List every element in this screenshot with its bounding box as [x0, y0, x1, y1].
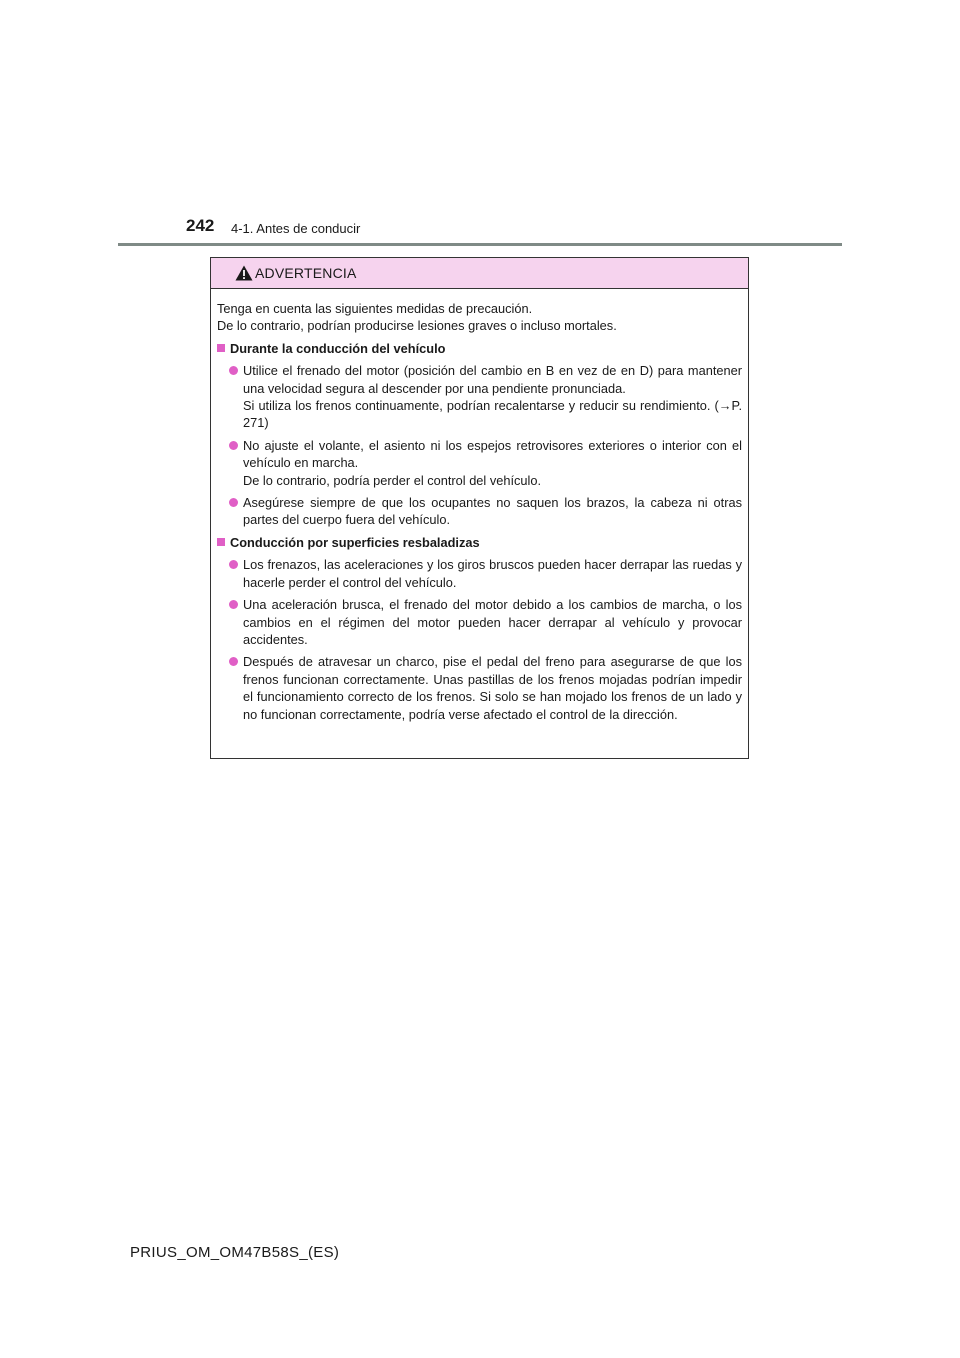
- circle-bullet-icon: [229, 600, 238, 609]
- warning-box: [210, 257, 749, 759]
- intro-line: De lo contrario, podrían producirse lesiones graves o incluso mortales.: [217, 318, 617, 334]
- item-paragraph: Los frenazos, las aceleraciones y los giros bruscos pueden hacer derrapar las ruedas y hacerle perder el control del vehículo.: [243, 557, 742, 590]
- warning-title: ADVERTENCIA: [255, 265, 357, 281]
- square-bullet-icon: [217, 538, 225, 546]
- item-paragraph: Asegúrese siempre de que los ocupantes no saquen los brazos, la cabeza ni otras partes del cuerpo fuera del vehículo.: [243, 495, 742, 528]
- item-paragraph: No ajuste el volante, el asiento ni los espejos retrovisores exteriores o interior con el vehículo en marcha.: [243, 437, 742, 471]
- list-item: [217, 653, 742, 723]
- page-number: 242: [186, 216, 215, 235]
- section-heading: [217, 534, 742, 551]
- warning-triangle-icon: [235, 265, 253, 281]
- circle-bullet-icon: [229, 366, 238, 375]
- item-paragraph: Si utiliza los frenos continuamente, podrían recalentarse y reducir su rendimiento. (→P. 271): [243, 398, 742, 431]
- circle-bullet-icon: [229, 498, 238, 507]
- header-divider: [118, 243, 842, 246]
- list-item: [217, 494, 742, 529]
- list-item: [217, 596, 742, 648]
- circle-bullet-icon: [229, 560, 238, 569]
- warning-body: [211, 289, 748, 723]
- warning-header: [211, 258, 748, 289]
- item-paragraph: De lo contrario, podría perder el control del vehículo.: [243, 472, 542, 488]
- square-bullet-icon: [217, 344, 225, 352]
- section-heading-text: Durante la conducción del vehículo: [230, 340, 446, 356]
- item-paragraph: Utilice el frenado del motor (posición del cambio en B en vez de en D) para mantener una velocidad segura al descender por una pendiente pronunciada.: [243, 363, 742, 396]
- item-paragraph: Una aceleración brusca, el frenado del motor debido a los cambios de marcha, o los cambios en el régimen del motor pueden hacer derrapar al vehículo y provocar accidentes.: [243, 597, 742, 647]
- list-item: [217, 556, 742, 591]
- list-item: [217, 362, 742, 432]
- section-heading-text: Conducción por superficies resbaladizas: [230, 534, 480, 550]
- intro-line: Tenga en cuenta las siguientes medidas de precaución.: [217, 301, 533, 316]
- circle-bullet-icon: [229, 441, 238, 450]
- section-heading: [217, 340, 742, 357]
- circle-bullet-icon: [229, 657, 238, 666]
- document-code: PRIUS_OM_OM47B58S_(ES): [130, 1244, 340, 1261]
- list-item: [217, 437, 742, 489]
- section-title: 4-1. Antes de conducir: [231, 221, 361, 236]
- item-paragraph: Después de atravesar un charco, pise el pedal del freno para asegurarse de que los frenos funcionan correctamente. Unas pastillas de los frenos mojadas podrían impedir el funcionamiento correcto de los frenos. Si solo se han mojado los frenos de un lado y no funcionan correctamente, podría verse afectado el control de la dirección.: [243, 654, 742, 722]
